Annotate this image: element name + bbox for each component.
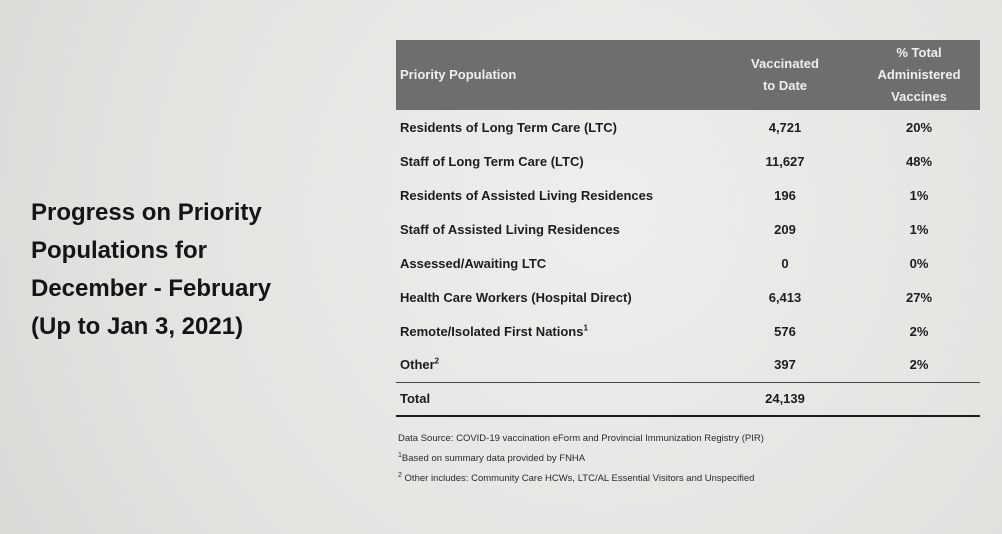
cell-vaccinated: 576 bbox=[774, 323, 796, 339]
slide-title-line-4: (Up to Jan 3, 2021) bbox=[31, 313, 244, 340]
header-percent-line-2: Administered bbox=[877, 67, 961, 82]
cell-percent: 20% bbox=[905, 119, 933, 135]
population-label: Staff of Assisted Living Residences bbox=[400, 221, 620, 237]
table-row bbox=[396, 212, 980, 246]
cell-population bbox=[396, 246, 712, 280]
population-label: Health Care Workers (Hospital Direct) bbox=[400, 289, 632, 305]
cell-percent: 1% bbox=[909, 221, 929, 237]
header-percent-total bbox=[858, 40, 980, 110]
cell-vaccinated: 0 bbox=[781, 255, 789, 271]
cell-percent: 48% bbox=[905, 153, 933, 169]
header-percent-line-1: % Total bbox=[896, 45, 942, 60]
table-row bbox=[396, 110, 980, 144]
total-vaccinated: 24,139 bbox=[765, 391, 805, 407]
cell-percent: 0% bbox=[909, 255, 929, 271]
table-row bbox=[396, 178, 980, 212]
header-priority-population bbox=[396, 40, 712, 110]
total-label: Total bbox=[400, 391, 431, 407]
population-label: Remote/Isolated First Nations bbox=[400, 323, 584, 339]
footnote-2-marker: 2 bbox=[398, 471, 402, 479]
footnote-2 bbox=[398, 469, 976, 489]
population-label: Assessed/Awaiting LTC bbox=[400, 255, 547, 271]
table-row bbox=[396, 144, 980, 178]
footnote-1-marker: 1 bbox=[398, 451, 402, 459]
population-label: Residents of Assisted Living Residences bbox=[400, 187, 654, 203]
cell-population bbox=[396, 314, 712, 348]
table-row bbox=[396, 348, 980, 382]
table-total-row bbox=[396, 382, 980, 416]
cell-population bbox=[396, 212, 712, 246]
header-vaccinated-to-date bbox=[712, 40, 858, 110]
cell-population bbox=[396, 280, 712, 314]
table-row bbox=[396, 314, 980, 348]
footnote-marker: 1 bbox=[583, 323, 588, 333]
table-header-row bbox=[396, 40, 980, 110]
slide-title bbox=[31, 194, 341, 346]
cell-percent: 27% bbox=[905, 289, 933, 305]
table-header bbox=[396, 40, 980, 110]
table-row bbox=[396, 246, 980, 280]
footnote-1-text: Based on summary data provided by FNHA bbox=[401, 453, 586, 464]
cell-vaccinated: 196 bbox=[774, 187, 796, 203]
population-label: Residents of Long Term Care (LTC) bbox=[400, 119, 617, 135]
slide-title-line-3: December - February bbox=[31, 275, 272, 302]
header-percent-line-3: Vaccines bbox=[891, 89, 947, 104]
cell-population bbox=[396, 348, 712, 382]
cell-population bbox=[396, 144, 712, 178]
footnote-1 bbox=[398, 449, 976, 469]
slide-title-line-1: Progress on Priority bbox=[31, 199, 262, 226]
cell-vaccinated: 209 bbox=[774, 221, 796, 237]
population-label: Other bbox=[400, 357, 435, 373]
cell-vaccinated: 397 bbox=[774, 357, 796, 373]
table-notes bbox=[396, 429, 976, 489]
footnote-marker: 2 bbox=[434, 356, 440, 366]
cell-percent: 2% bbox=[909, 357, 929, 373]
population-label: Staff of Long Term Care (LTC) bbox=[400, 153, 584, 169]
cell-percent: 2% bbox=[909, 323, 929, 339]
table-row bbox=[396, 280, 980, 314]
data-source-note: Data Source: COVID-19 vaccination eForm and Provincial Immunization Registry (PIR) bbox=[398, 433, 764, 444]
header-vaccinated-line-2: to Date bbox=[762, 78, 808, 93]
table-body bbox=[396, 110, 980, 416]
priority-population-table bbox=[396, 40, 980, 417]
cell-vaccinated: 11,627 bbox=[765, 153, 805, 169]
header-priority-population-label: Priority Population bbox=[400, 67, 517, 82]
slide-title-line-2: Populations for bbox=[31, 237, 207, 264]
cell-population bbox=[396, 178, 712, 212]
cell-vaccinated: 4,721 bbox=[768, 119, 802, 135]
cell-vaccinated: 6,413 bbox=[768, 289, 802, 305]
priority-population-table-container bbox=[396, 40, 976, 489]
cell-percent: 1% bbox=[909, 187, 929, 203]
footnote-2-text: Other includes: Community Care HCWs, LTC/AL Essential Visitors and Unspecified bbox=[401, 473, 755, 484]
header-vaccinated-line-1: Vaccinated bbox=[751, 56, 819, 71]
total-percent bbox=[858, 382, 980, 416]
cell-population bbox=[396, 110, 712, 144]
